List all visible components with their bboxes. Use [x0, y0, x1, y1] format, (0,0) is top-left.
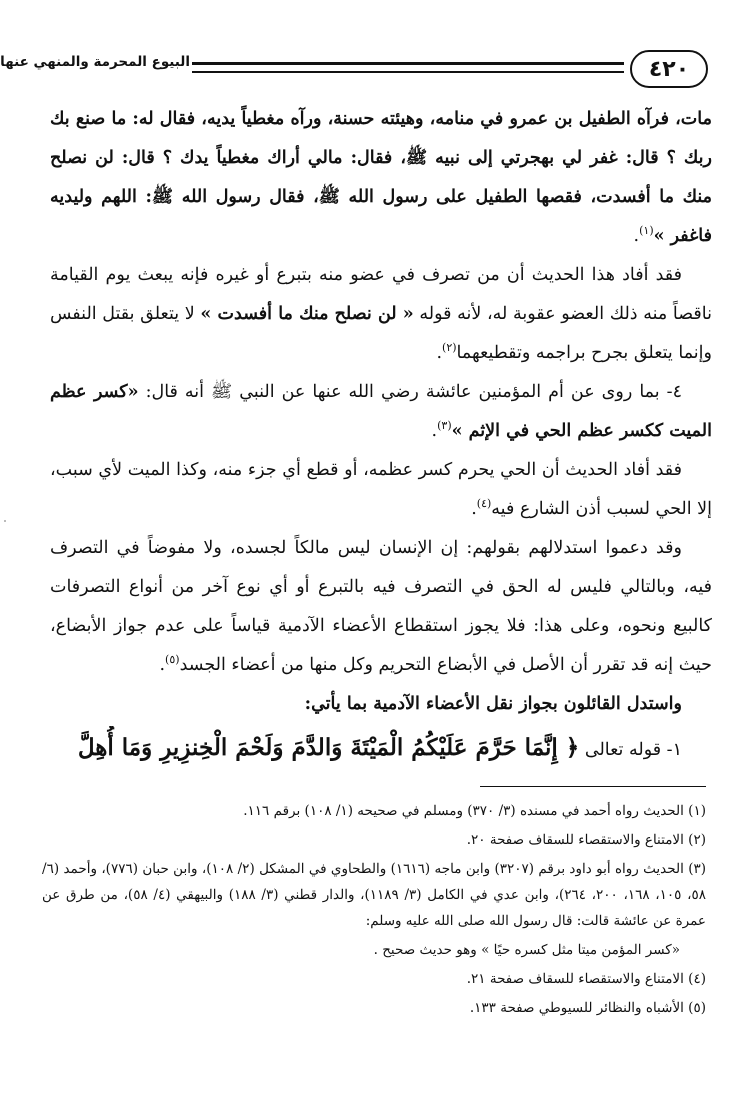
footnote-ref[interactable]: (٢)	[442, 341, 457, 355]
commentary-text-end: لا يتعلق بقتل النفس وإنما يتعلق بجرح براجمه وتقطيعهما	[50, 304, 712, 363]
paragraph-hadith-tufail: مات، فرآه الطفيل بن عمرو في منامه، وهيئته حسنة، ورآه مغطياً يديه، فقال له: ما صنع بك ربك ؟ قال: غفر لي بهجرتي إلى نبيه ﷺ، فقال: مالي أراك مغطياً يدك ؟ قال: لن نصلح منك ما أفسدت، فقصها الطفيل على رسول الله ﷺ، فقال رسول الله ﷺ: اللهم وليديه فاغفر »$^{(١)}$.	[50, 109, 712, 246]
paragraph-verse	[50, 726, 712, 772]
page-number: ٤٢٠	[630, 50, 708, 88]
page-header	[0, 48, 708, 94]
footnote-ref[interactable]: (٣)	[437, 419, 452, 433]
verse-lead: ١- قوله تعالى	[584, 740, 682, 760]
footnote-ref[interactable]: (٥)	[165, 653, 180, 667]
header-rule	[192, 62, 624, 72]
footnote-4: (٤) الامتناع والاستقصاء للسقاف صفحة ٢١.	[466, 971, 706, 987]
evidence-text: ٤- بما روى عن أم المؤمنين عائشة رضي الله عنها عن النبي ﷺ أنه قال:	[145, 382, 682, 402]
hadith-quote: «كسر عظم الميت ككسر عظم الحي في الإثم »	[50, 382, 712, 441]
footnote-1: (١) الحديث رواه أحمد في مسنده (٣/ ٣٧٠) ومسلم في صحيحه (١/ ١٠٨) برقم ١١٦.	[243, 803, 706, 819]
header-rule-thin	[192, 72, 624, 73]
running-title: البيوع المحرمة والمنهي عنها	[0, 54, 190, 70]
hadith-text: مات، فرآه الطفيل بن عمرو في منامه، وهيئته حسنة، ورآه مغطياً يديه، فقال له: ما صنع بك ربك ؟ قال: غفر لي بهجرتي إلى نبيه ﷺ، فقال: مالي أراك مغطياً يدك ؟ قال: لن نصلح منك ما أفسدت، فقصها الطفيل على رسول الله ﷺ، فقال رسول الله ﷺ: اللهم وليديه فاغفر »	[50, 109, 712, 246]
commentary-text: فقد أفاد الحديث أن الحي يحرم كسر عظمه، أو قطع أي جزء منه، وكذا الميت لأي سبب، إلا الحي لسبب أذن الشارع فيه	[50, 460, 712, 519]
footnote-ref[interactable]: (١)	[639, 224, 654, 238]
footnote-separator	[480, 786, 706, 787]
section-heading	[50, 685, 712, 724]
main-text	[50, 100, 712, 772]
footnote-3-hadith: «كسر المؤمن ميتا مثل كسره حيًا » وهو حديث صحيح .	[373, 942, 680, 958]
footnote-5: (٥) الأشباه والنظائر للسيوطي صفحة ١٣٣.	[469, 1000, 706, 1016]
commentary-text: فقد أفاد هذا الحديث أن من تصرف في عضو منه بتبرع أو غيره فإنه يبعث يوم القيامة ناقصاً منه ذلك العضو عقوبة له، لأنه قوله	[50, 265, 712, 324]
scan-speck	[4, 520, 6, 522]
quran-verse: ﴿ إِنَّمَا حَرَّمَ عَلَيْكُمُ الْمَيْتَةَ وَالدَّمَ وَلَحْمَ الْخِنزِيرِ وَمَا أُهِلَّ	[77, 734, 580, 761]
section-heading-text: واستدل القائلون بجواز نقل الأعضاء الآدمية بما يأتي:	[304, 694, 682, 714]
paragraph-commentary-1: فقد أفاد هذا الحديث أن من تصرف في عضو منه بتبرع أو غيره فإنه يبعث يوم القيامة ناقصاً منه ذلك العضو عقوبة له، لأنه قوله « لن نصلح منك ما أفسدت » لا يتعلق بقتل النفس وإنما يتعلق بجرح براجمه وتقطيعهما$^{(٢)}$.	[50, 265, 712, 363]
argument-text: وقد دعموا استدلالهم بقولهم: إن الإنسان ليس مالكاً لجسده، ولا مفوضاً في التصرف فيه، وبالتالي فليس له الحق في التصرف فيه بالتبرع أو أي نوع آخر من أنواع التصرفات كالبيع ونحوه، وعلى هذا: فلا يجوز استقطاع الأعضاء الآدمية قياساً على عدم جواز الأبضاع، حيث إنه قد تقرر أن الأصل في الأبضاع التحريم وكل منها من أعضاء الجسد	[50, 538, 712, 675]
footnote-3: (٣) الحديث رواه أبو داود برقم (٣٢٠٧) وابن ماجه (١٦١٦) والطحاوي في المشكل (٢/ ١٠٨)، وابن حبان (٧٧٦)، وأحمد (٦/ ٥٨، ١٠٥، ١٦٨، ٢٠٠، ٢٦٤)، وابن عدي في الكامل (٣/ ١١٨٩)، والدار قطني (٣/ ١٨٨) والبيهقي (٤/ ٥٨)، من طرق عن عمرة عن عائشة قالت: قال رسول الله صلى الله عليه وسلم:	[42, 861, 707, 929]
footnote-ref[interactable]: (٤)	[476, 497, 492, 511]
hadith-quote: « لن نصلح منك ما أفسدت »	[200, 304, 414, 324]
footnotes	[42, 798, 706, 1024]
footnote-2: (٢) الامتناع والاستقصاء للسقاف صفحة ٢٠.	[466, 832, 706, 848]
paragraph-argument: وقد دعموا استدلالهم بقولهم: إن الإنسان ليس مالكاً لجسده، ولا مفوضاً في التصرف فيه، وبالتالي فليس له الحق في التصرف فيه بالتبرع أو أي نوع آخر من أنواع التصرفات كالبيع ونحوه، وعلى هذا: فلا يجوز استقطاع الأعضاء الآدمية قياساً على عدم جواز الأبضاع، حيث إنه قد تقرر أن الأصل في الأبضاع التحريم وكل منها من أعضاء الجسد$^{(٥)}$.	[50, 538, 712, 675]
paragraph-evidence-4: ٤- بما روى عن أم المؤمنين عائشة رضي الله عنها عن النبي ﷺ أنه قال: «كسر عظم الميت ككسر عظم الحي في الإثم »$^{(٣)}$.	[50, 382, 712, 441]
paragraph-commentary-2: فقد أفاد الحديث أن الحي يحرم كسر عظمه، أو قطع أي جزء منه، وكذا الميت لأي سبب، إلا الحي لسبب أذن الشارع فيه$^{(٤)}$.	[50, 460, 712, 519]
